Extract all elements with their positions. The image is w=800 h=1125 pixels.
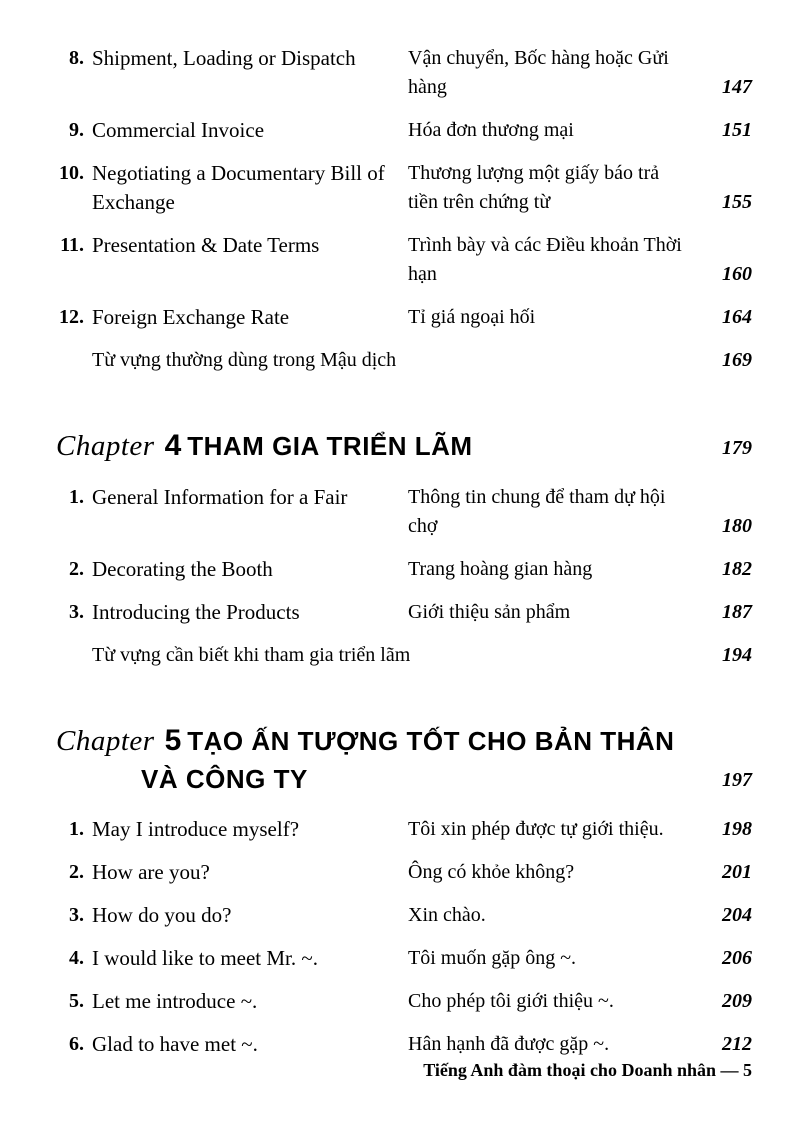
- toc-content: [52, 44, 752, 1073]
- toc-entry-page: 147: [722, 76, 752, 98]
- toc-entry[interactable]: [52, 159, 752, 217]
- toc-entry[interactable]: [52, 944, 752, 973]
- toc-entry-page: 182: [722, 558, 752, 580]
- toc-entry[interactable]: [52, 231, 752, 289]
- toc-entry-title-vi: Thương lượng một giấy báo trả tiền trên chứng từ: [408, 162, 660, 213]
- toc-entry-number: 11.: [60, 234, 84, 256]
- toc-entry-page: 206: [722, 947, 752, 969]
- toc-entry[interactable]: [52, 987, 752, 1016]
- toc-entry-page: 155: [722, 191, 752, 213]
- toc-entry-title-en: How do you do?: [92, 903, 232, 927]
- toc-entry-page: 209: [722, 990, 752, 1012]
- toc-entry[interactable]: [52, 858, 752, 887]
- toc-entry-page: 201: [722, 861, 752, 883]
- toc-entry-title-en: Shipment, Loading or Dispatch: [92, 46, 356, 70]
- toc-vocabulary-text: Từ vựng thường dùng trong Mậu dịch: [92, 349, 397, 371]
- toc-entry-page: 204: [722, 904, 752, 926]
- toc-entry[interactable]: [52, 815, 752, 844]
- toc-vocabulary-page: 169: [722, 349, 752, 371]
- toc-entry-number: 1.: [69, 818, 84, 840]
- toc-vocabulary-page: 194: [722, 644, 752, 666]
- toc-entry-title-en: General Information for a Fair: [92, 485, 348, 509]
- toc-entry-title-en: Foreign Exchange Rate: [92, 305, 290, 329]
- toc-entry[interactable]: [52, 483, 752, 541]
- toc-entry-page: 212: [722, 1033, 752, 1055]
- toc-entry-title-vi: Hóa đơn thương mại: [408, 119, 574, 141]
- toc-entry-title-vi: Cho phép tôi giới thiệu ~.: [408, 990, 614, 1012]
- toc-entry-number: 6.: [69, 1033, 84, 1055]
- chapter-page: 179: [722, 437, 752, 459]
- toc-entry-title-vi: Tôi muốn gặp ông ~.: [408, 947, 577, 969]
- toc-entry-title-vi: Xin chào.: [408, 904, 486, 926]
- chapter-label: Chapter: [56, 725, 155, 757]
- chapter-heading-4-text: [52, 429, 692, 463]
- toc-entry-title-vi: Tỉ giá ngoại hối: [408, 306, 536, 328]
- toc-entry-number: 2.: [69, 558, 84, 580]
- toc-entry-number: 8.: [69, 47, 84, 69]
- toc-entry[interactable]: [52, 1030, 752, 1059]
- toc-entry[interactable]: [52, 44, 752, 102]
- toc-entry-title-en: Negotiating a Documentary Bill of Exchange: [92, 161, 385, 214]
- chapter-label: Chapter: [56, 430, 155, 462]
- toc-entry-title-en: Let me introduce ~.: [92, 989, 258, 1013]
- chapter-title: THAM GIA TRIỂN LÃM: [187, 431, 473, 461]
- toc-entry-title-en: Commercial Invoice: [92, 118, 265, 142]
- toc-entry-title-vi: Vận chuyển, Bốc hàng hoặc Gửi hàng: [408, 47, 669, 98]
- toc-entry-number: 9.: [69, 119, 84, 141]
- toc-entry-page: 180: [722, 515, 752, 537]
- chapter-heading-5[interactable]: [52, 724, 752, 795]
- toc-entry-title-en: Introducing the Products: [92, 600, 300, 624]
- toc-entry-number: 12.: [59, 306, 84, 328]
- toc-vocabulary-entry[interactable]: [52, 346, 752, 375]
- toc-entry-number: 3.: [69, 601, 84, 623]
- toc-entry[interactable]: [52, 901, 752, 930]
- page-footer: Tiếng Anh đàm thoại cho Doanh nhân — 5: [423, 1060, 752, 1080]
- toc-entry[interactable]: [52, 303, 752, 332]
- toc-entry-title-en: Presentation & Date Terms: [92, 233, 320, 257]
- chapter-heading-4[interactable]: [52, 429, 752, 463]
- toc-entry-title-en: How are you?: [92, 860, 210, 884]
- toc-entry-number: 4.: [69, 947, 84, 969]
- toc-entry-number: 2.: [69, 861, 84, 883]
- toc-entry-title-en: May I introduce myself?: [92, 817, 300, 841]
- toc-entry-page: 164: [722, 306, 752, 328]
- toc-entry[interactable]: [52, 555, 752, 584]
- chapter-number: 4: [164, 429, 182, 462]
- chapter-heading-5-text: [52, 724, 692, 795]
- toc-entry-title-vi: Giới thiệu sản phẩm: [408, 601, 571, 623]
- toc-entry-title-vi: Thông tin chung để tham dự hội chợ: [408, 486, 666, 537]
- chapter-page: 197: [722, 769, 752, 791]
- chapter-title-line2: VÀ CÔNG TY: [141, 764, 308, 794]
- toc-entry-number: 3.: [69, 904, 84, 926]
- chapter-title-line1: TẠO ẤN TƯỢNG TỐT CHO BẢN THÂN: [187, 726, 675, 756]
- toc-entry-number: 1.: [69, 486, 84, 508]
- toc-vocabulary-entry[interactable]: [52, 641, 752, 670]
- toc-entry-title-vi: Trình bày và các Điều khoản Thời hạn: [408, 234, 682, 285]
- toc-entry-number: 10.: [59, 162, 84, 184]
- toc-entry-title-vi: Hân hạnh đã được gặp ~.: [408, 1033, 610, 1055]
- toc-entry-page: 160: [722, 263, 752, 285]
- toc-entry[interactable]: [52, 598, 752, 627]
- chapter-number: 5: [164, 724, 182, 757]
- toc-entry-page: 151: [722, 119, 752, 141]
- toc-vocabulary-text: Từ vựng cần biết khi tham gia triển lãm: [92, 644, 411, 666]
- toc-entry[interactable]: [52, 116, 752, 145]
- toc-entry-title-vi: Ông có khỏe không?: [408, 861, 575, 883]
- toc-entry-title-en: Decorating the Booth: [92, 557, 273, 581]
- toc-entry-number: 5.: [69, 990, 84, 1012]
- toc-entry-title-vi: Tôi xin phép được tự giới thiệu.: [408, 818, 664, 840]
- toc-entry-title-vi: Trang hoàng gian hàng: [408, 558, 593, 580]
- toc-entry-page: 198: [722, 818, 752, 840]
- toc-entry-title-en: Glad to have met ~.: [92, 1032, 258, 1056]
- toc-entry-page: 187: [722, 601, 752, 623]
- toc-entry-title-en: I would like to meet Mr. ~.: [92, 946, 318, 970]
